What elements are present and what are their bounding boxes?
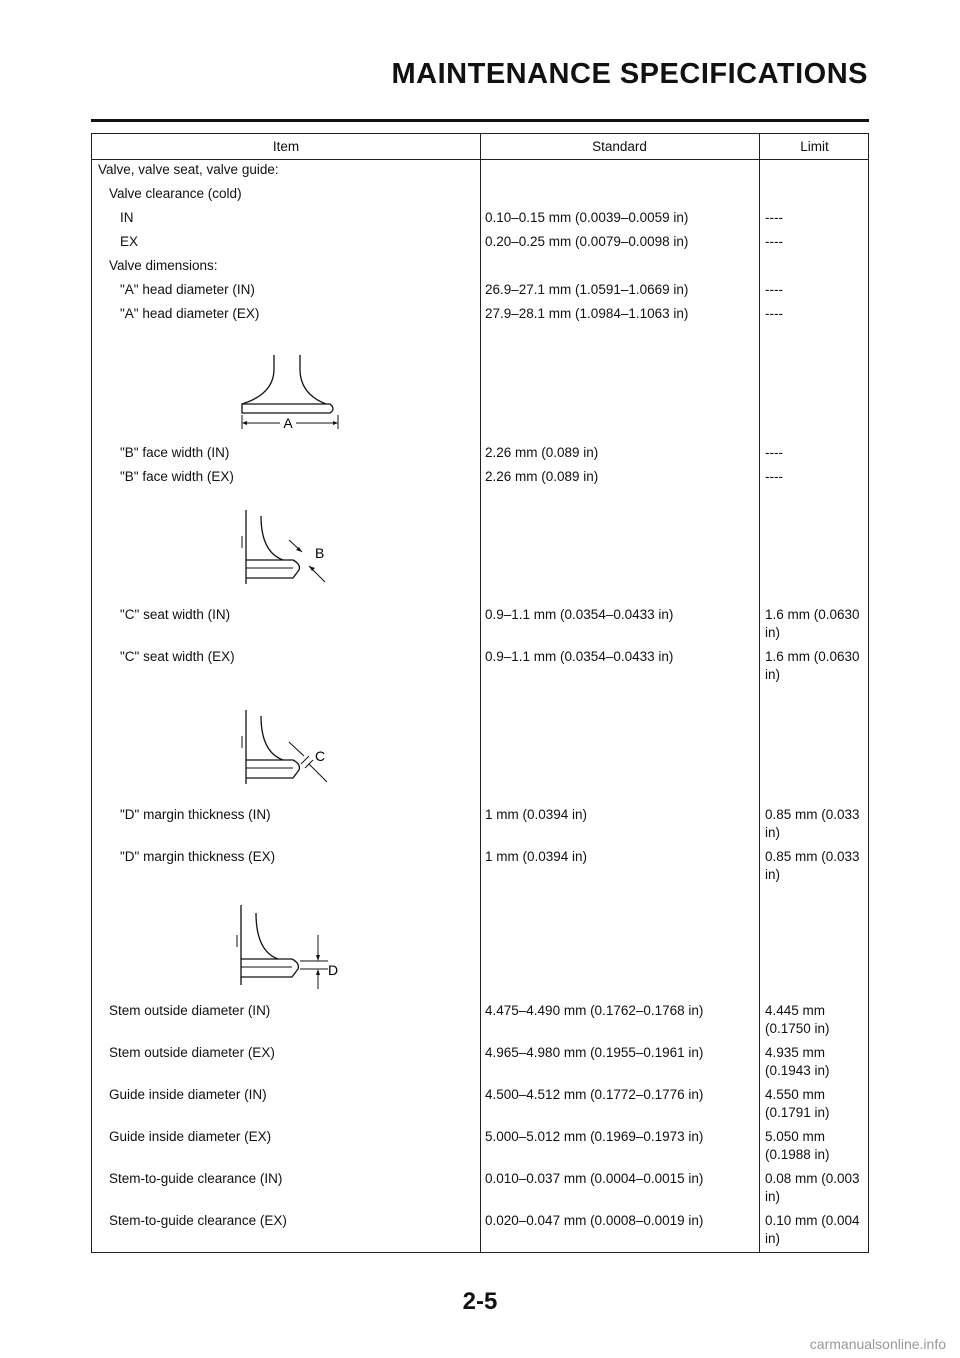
table-row-standard: 5.000–5.012 mm (0.1969–0.1973 in) <box>485 1129 704 1144</box>
table-row-item: "A" head diameter (IN) <box>120 282 255 297</box>
table-row-item: IN <box>120 210 134 225</box>
table-row-item: "D" margin thickness (IN) <box>120 807 271 822</box>
table-row-item: Stem outside diameter (IN) <box>109 1003 271 1018</box>
page-number: 2-5 <box>462 1288 498 1315</box>
table-row-item: Stem outside diameter (EX) <box>109 1045 275 1060</box>
table-row-limit: 0.08 mm (0.003 in) <box>765 1171 860 1204</box>
table-row-standard: 0.9–1.1 mm (0.0354–0.0433 in) <box>485 649 674 664</box>
table-row-standard: 4.500–4.512 mm (0.1772–0.1776 in) <box>485 1087 704 1102</box>
table-row-item: Stem-to-guide clearance (EX) <box>109 1213 287 1228</box>
valve-margin-thickness-figure <box>232 899 347 994</box>
table-row-limit: 4.935 mm (0.1943 in) <box>765 1045 830 1078</box>
column-divider <box>759 134 760 1252</box>
table-row-item: "D" margin thickness (EX) <box>120 849 276 864</box>
table-row-item: "B" face width (EX) <box>120 469 234 484</box>
table-row-standard: 27.9–28.1 mm (1.0984–1.1063 in) <box>485 306 689 321</box>
table-row-standard: 2.26 mm (0.089 in) <box>485 469 599 484</box>
table-row-limit: ---- <box>765 445 783 460</box>
table-row-item: EX <box>120 234 139 249</box>
table-row-limit: 1.6 mm (0.0630 in) <box>765 607 860 640</box>
table-row-limit: 5.050 mm (0.1988 in) <box>765 1129 830 1162</box>
table-row-item: Guide inside diameter (EX) <box>109 1129 272 1144</box>
table-row-limit: ---- <box>765 282 783 297</box>
figure-label-b: B <box>315 545 325 561</box>
watermark: carmanualsonline.info <box>809 1336 946 1352</box>
valve-head-diameter-figure <box>232 349 352 434</box>
section-heading: Valve, valve seat, valve guide: <box>98 162 279 177</box>
table-row-standard: 0.20–0.25 mm (0.0079–0.0098 in) <box>485 234 689 249</box>
column-divider <box>480 134 481 1252</box>
table-row-limit: ---- <box>765 469 783 484</box>
table-row-standard: 0.020–0.047 mm (0.0008–0.0019 in) <box>485 1213 704 1228</box>
table-row-standard: 1 mm (0.0394 in) <box>485 849 588 864</box>
table-row-standard: 26.9–27.1 mm (1.0591–1.0669 in) <box>485 282 689 297</box>
table-row-limit: 4.550 mm (0.1791 in) <box>765 1087 830 1120</box>
table-row-limit: ---- <box>765 210 783 225</box>
table-row-standard: 1 mm (0.0394 in) <box>485 807 588 822</box>
table-row-limit: 1.6 mm (0.0630 in) <box>765 649 860 682</box>
table-row-limit: 0.85 mm (0.033 in) <box>765 807 860 840</box>
table-row-standard: 0.9–1.1 mm (0.0354–0.0433 in) <box>485 607 674 622</box>
table-row-item: "C" seat width (IN) <box>120 607 231 622</box>
table-row-standard: 0.010–0.037 mm (0.0004–0.0015 in) <box>485 1171 704 1186</box>
table-row-item: "A" head diameter (EX) <box>120 306 260 321</box>
table-row-item: "C" seat width (EX) <box>120 649 235 664</box>
table-row-standard: 4.965–4.980 mm (0.1955–0.1961 in) <box>485 1045 704 1060</box>
spec-table <box>91 133 869 1253</box>
table-row-item: Stem-to-guide clearance (IN) <box>109 1171 283 1186</box>
figure-label-a: A <box>283 415 293 431</box>
table-row-limit: 0.10 mm (0.004 in) <box>765 1213 860 1246</box>
table-row-item: Guide inside diameter (IN) <box>109 1087 267 1102</box>
header-rule <box>91 119 869 122</box>
table-row-standard: 4.475–4.490 mm (0.1762–0.1768 in) <box>485 1003 704 1018</box>
table-row-item: Valve dimensions: <box>109 258 218 273</box>
column-header-item: Item <box>272 139 300 154</box>
valve-seat-width-figure <box>237 704 347 789</box>
page-title: MAINTENANCE SPECIFICATIONS <box>391 58 868 90</box>
table-row-standard: 2.26 mm (0.089 in) <box>485 445 599 460</box>
column-header-standard: Standard <box>592 139 647 154</box>
table-row-item: "B" face width (IN) <box>120 445 230 460</box>
table-row-standard: 0.10–0.15 mm (0.0039–0.0059 in) <box>485 210 689 225</box>
valve-face-width-figure <box>237 504 347 589</box>
table-row-limit: 4.445 mm (0.1750 in) <box>765 1003 830 1036</box>
table-row-limit: ---- <box>765 234 783 249</box>
table-row-item: Valve clearance (cold) <box>109 186 242 201</box>
header-divider <box>92 159 868 160</box>
table-row-limit: ---- <box>765 306 783 321</box>
figure-label-d: D <box>328 962 339 978</box>
column-header-limit: Limit <box>800 139 829 154</box>
table-row-limit: 0.85 mm (0.033 in) <box>765 849 860 882</box>
figure-label-c: C <box>315 748 326 764</box>
